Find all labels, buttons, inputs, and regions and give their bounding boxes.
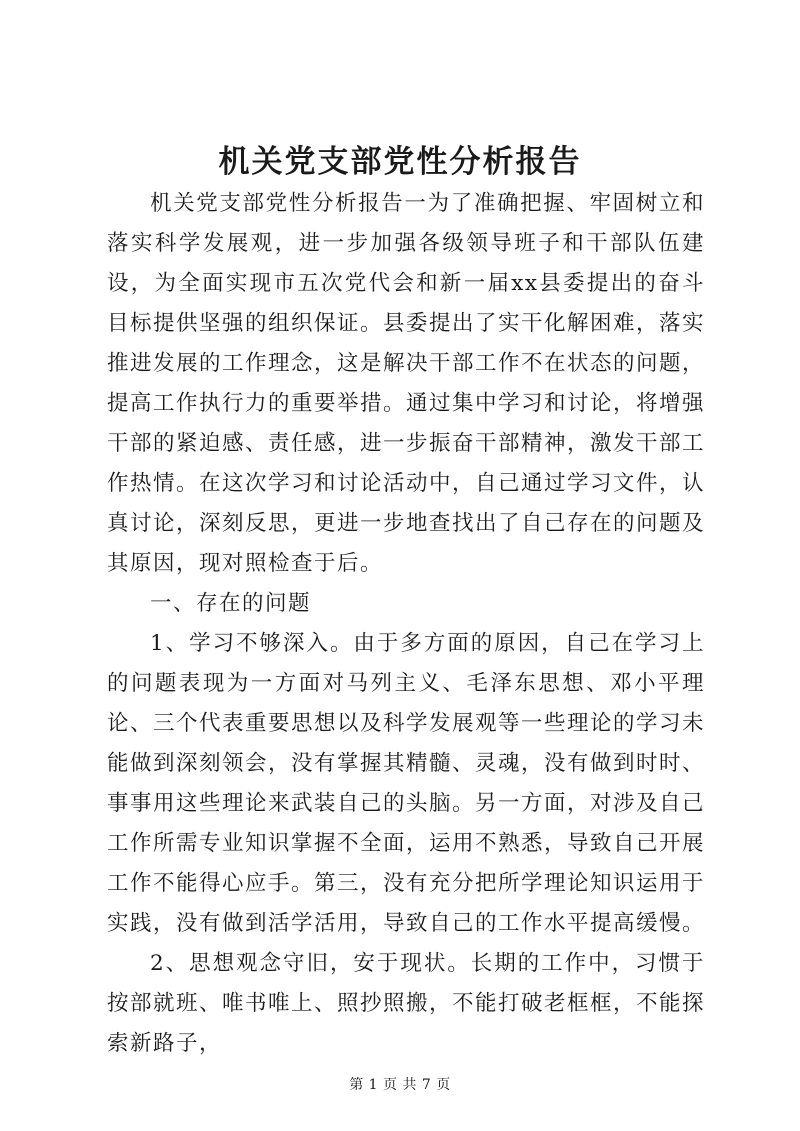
- paragraph-problem-1: 1、学习不够深入。由于多方面的原因，自己在学习上的问题表现为一方面对马列主义、毛泽东思想、邓小平理论、三个代表重要思想以及科学发展观等一些理论的学习未能做到深刻领会，没有掌握其精髓、灵魂，没有做到时时、事事用这些理论来武装自己的头脑。另一方面，对涉及自己工作所需专业知识掌握不全面，运用不熟悉，导致自己开展工作不能得心应手。第三，没有充分把所学理论知识运用于实践，没有做到活学活用，导致自己的工作水平提高缓慢。: [107, 631, 706, 936]
- document-title: 机关党支部党性分析报告: [218, 144, 582, 180]
- page-footer: 第 1 页 共 7 页: [349, 1077, 451, 1093]
- document-body: [107, 184, 705, 1064]
- section-heading-problems: 一、存在的问题: [150, 591, 312, 616]
- paragraph-problem-2: 2、思想观念守旧，安于现状。长期的工作中，习惯于按部就班、唯书唯上、照抄照搬，不能打破老框框，不能探索新路子，: [107, 951, 706, 1056]
- paragraph-intro: 机关党支部党性分析报告一为了准确把握、牢固树立和落实科学发展观，进一步加强各级领导班子和干部队伍建设，为全面实现市五次党代会和新一届xx县委提出的奋斗目标提供坚强的组织保证。县委提出了实干化解困难，落实推进发展的工作理念，这是解决干部工作不在状态的问题，提高工作执行力的重要举措。通过集中学习和讨论，将增强干部的紧迫感、责任感，进一步振奋干部精神，激发干部工作热情。在这次学习和讨论活动中，自己通过学习文件，认真讨论，深刻反思，更进一步地查找出了自己存在的问题及其原因，现对照检查于后。: [107, 191, 706, 576]
